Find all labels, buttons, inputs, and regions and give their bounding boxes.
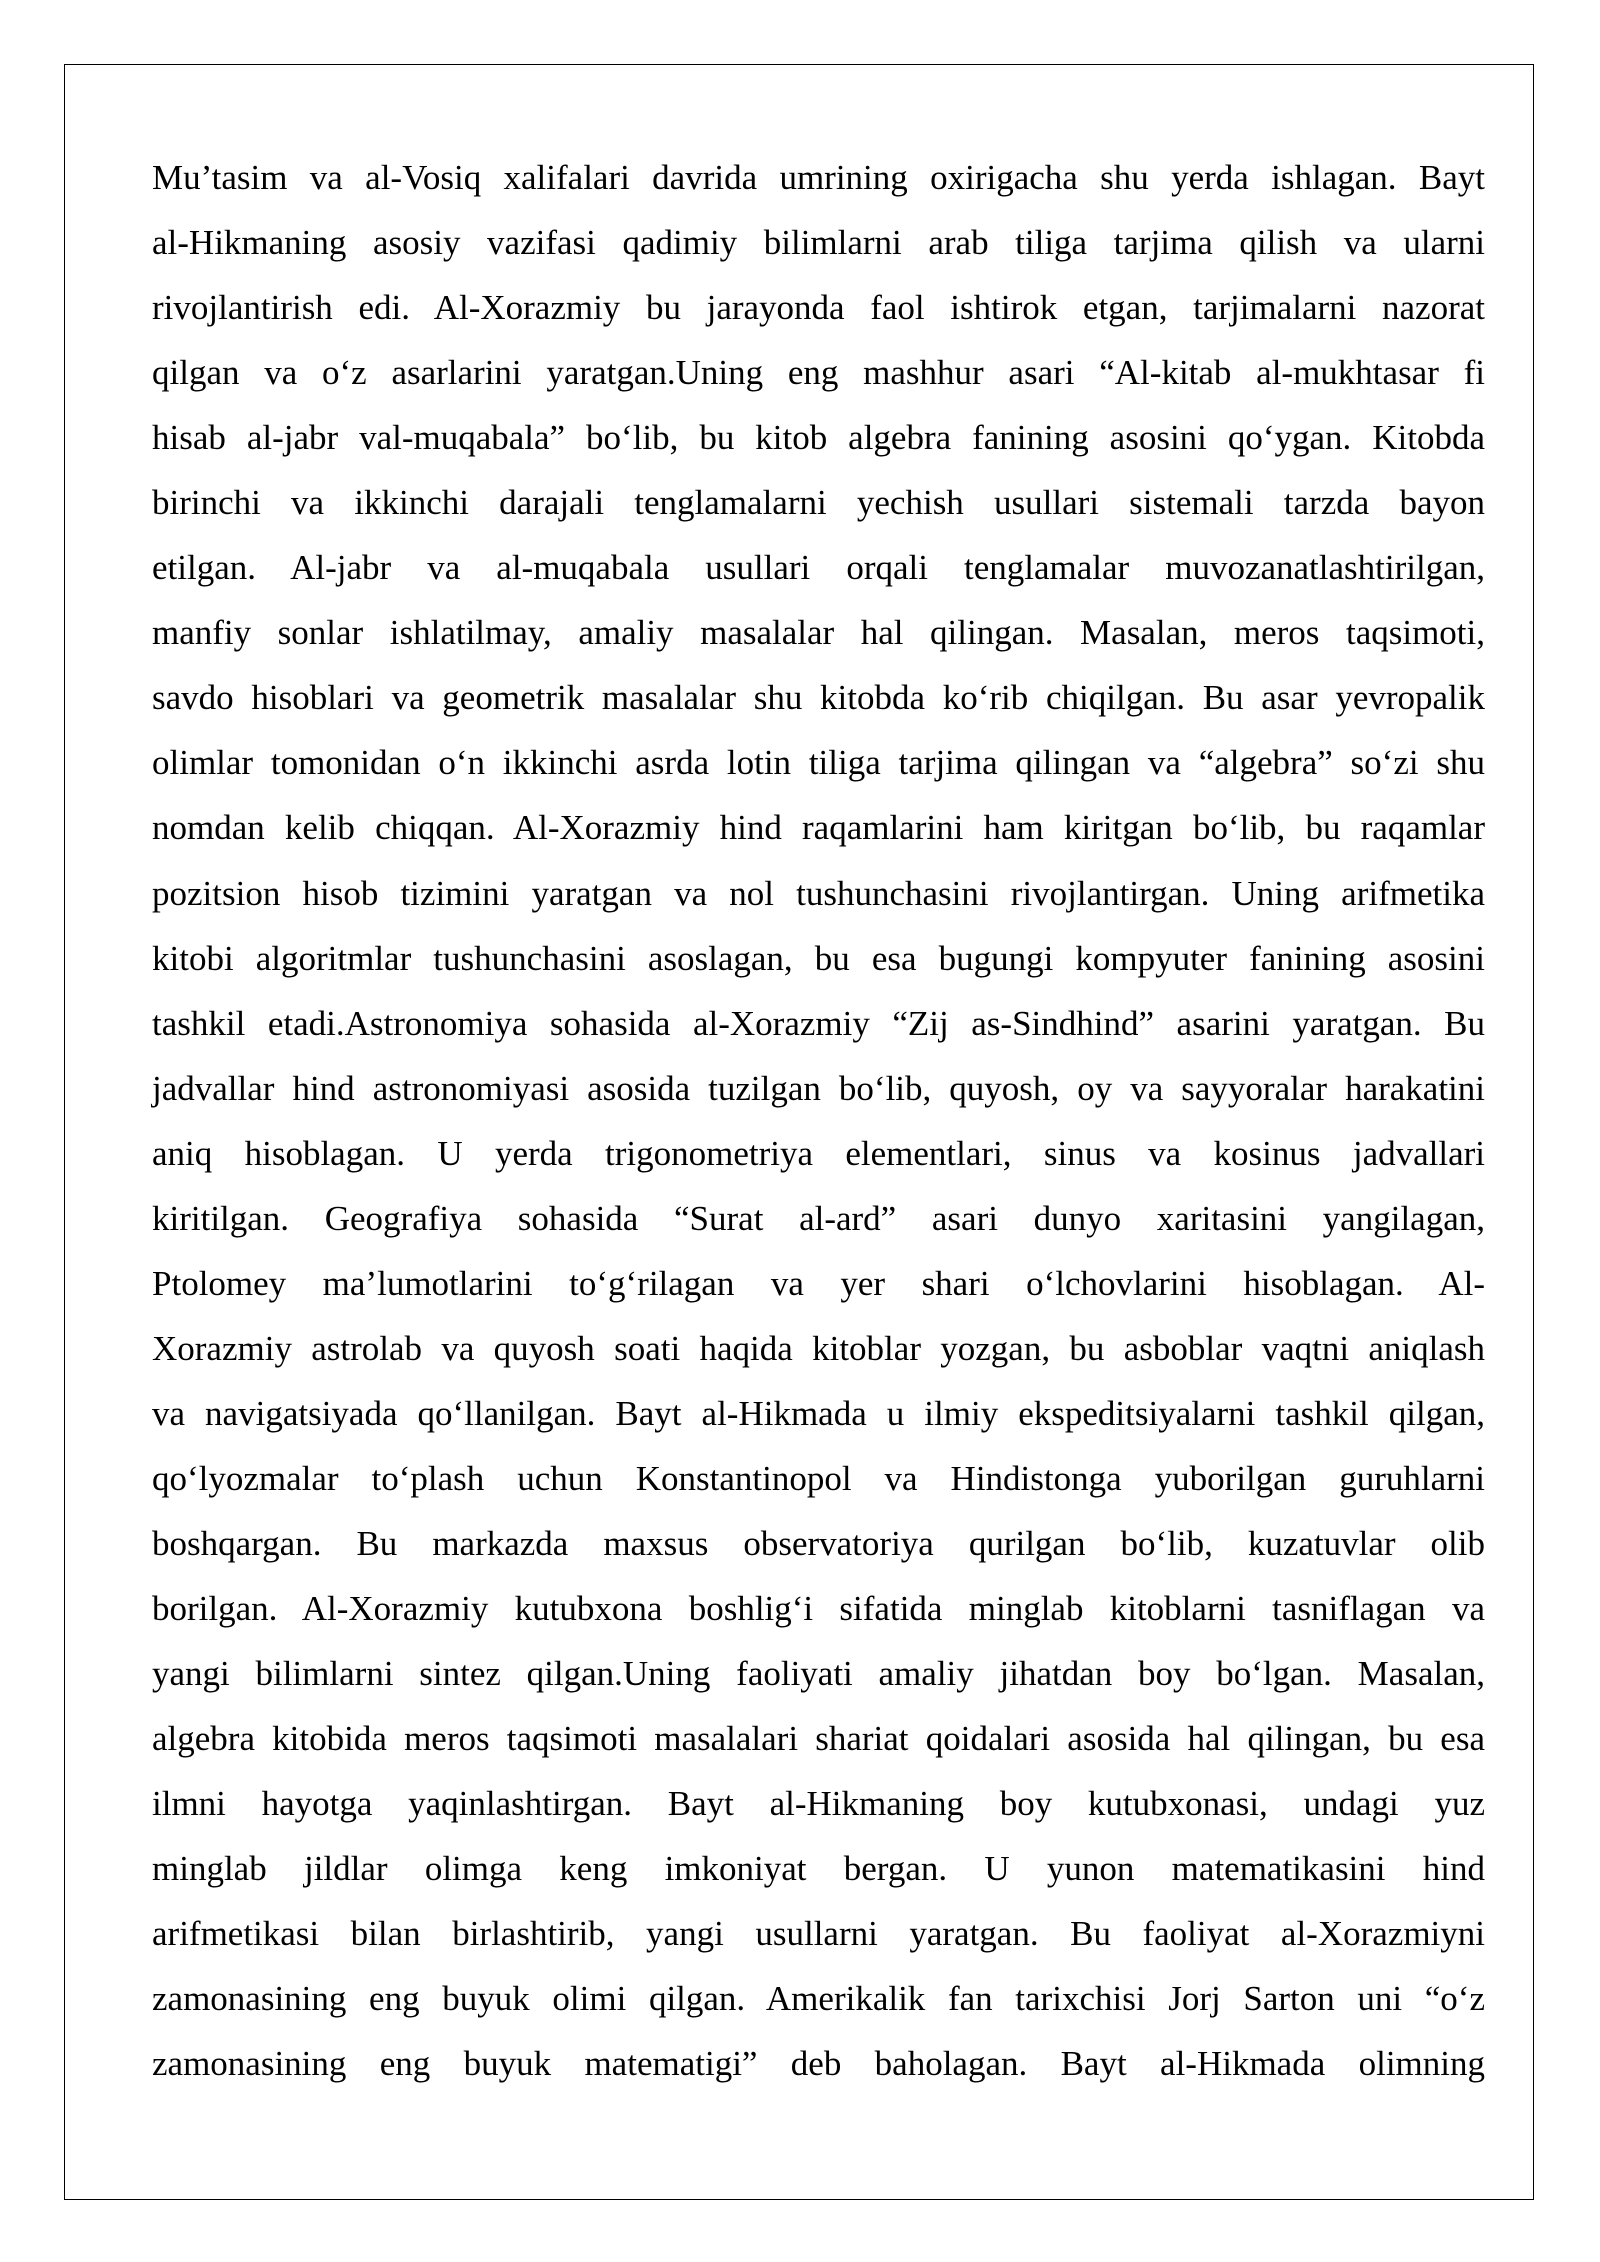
text-line: rivojlantirish edi. Al-Xorazmiy bu jarayonda faol ishtirok etgan, tarjimalarni nazorat <box>152 288 1485 328</box>
text-line: savdo hisoblari va geometrik masalalar shu kitobda ko‘rib chiqilgan. Bu asar yevropalik <box>152 678 1485 718</box>
text-line: va navigatsiyada qo‘llanilgan. Bayt al-Hikmada u ilmiy ekspeditsiyalarni tashkil qilgan, <box>152 1393 1485 1433</box>
text-line: arifmetikasi bilan birlashtirib, yangi usullarni yaratgan. Bu faoliyat al-Xorazmiyni <box>152 1914 1485 1954</box>
text-line: zamonasining eng buyuk matematigi” deb baholagan. Bayt al-Hikmada olimning <box>152 2044 1485 2084</box>
text-line: minglab jildlar olimga keng imkoniyat bergan. U yunon matematikasini hind <box>152 1849 1485 1889</box>
text-line: aniq hisoblagan. U yerda trigonometriya elementlari, sinus va kosinus jadvallari <box>152 1133 1485 1173</box>
text-line: Xorazmiy astrolab va quyosh soati haqida kitoblar yozgan, bu asboblar vaqtni aniqlash <box>152 1328 1485 1368</box>
text-line: kitobi algoritmlar tushunchasini asoslagan, bu esa bugungi kompyuter fanining asosini <box>152 938 1485 978</box>
text-line: hisab al-jabr val-muqabala” bo‘lib, bu kitob algebra fanining asosini qo‘ygan. Kitobda <box>152 418 1485 458</box>
text-line: birinchi va ikkinchi darajali tenglamalarni yechish usullari sistemali tarzda bayon <box>152 483 1485 523</box>
text-line: zamonasining eng buyuk olimi qilgan. Amerikalik fan tarixchisi Jorj Sarton uni “o‘z <box>152 1979 1485 2019</box>
text-line: pozitsion hisob tizimini yaratgan va nol tushunchasini rivojlantirgan. Uning arifmetika <box>152 873 1485 913</box>
text-line: manfiy sonlar ishlatilmay, amaliy masalalar hal qilingan. Masalan, meros taqsimoti, <box>152 613 1485 653</box>
text-line: etilgan. Al-jabr va al-muqabala usullari orqali tenglamalar muvozanatlashtirilgan, <box>152 548 1485 588</box>
text-line: borilgan. Al-Xorazmiy kutubxona boshlig‘i sifatida minglab kitoblarni tasniflagan va <box>152 1589 1485 1629</box>
text-line: al-Hikmaning asosiy vazifasi qadimiy bilimlarni arab tiliga tarjima qilish va ularni <box>152 223 1485 263</box>
text-line: nomdan kelib chiqqan. Al-Xorazmiy hind raqamlarini ham kiritgan bo‘lib, bu raqamlar <box>152 808 1485 848</box>
text-line: tashkil etadi.Astronomiya sohasida al-Xorazmiy “Zij as-Sindhind” asarini yaratgan. Bu <box>152 1003 1485 1043</box>
text-line: ilmni hayotga yaqinlashtirgan. Bayt al-Hikmaning boy kutubxonasi, undagi yuz <box>152 1784 1485 1824</box>
text-line: Ptolomey ma’lumotlarini to‘g‘rilagan va yer shari o‘lchovlarini hisoblagan. Al- <box>152 1263 1485 1303</box>
text-line: algebra kitobida meros taqsimoti masalalari shariat qoidalari asosida hal qilingan, bu esa <box>152 1719 1485 1759</box>
text-line: Mu’tasim va al-Vosiq xalifalari davrida umrining oxirigacha shu yerda ishlagan. Bayt <box>152 158 1485 197</box>
text-line: olimlar tomonidan o‘n ikkinchi asrda lotin tiliga tarjima qilingan va “algebra” so‘zi shu <box>152 743 1485 783</box>
text-line: jadvallar hind astronomiyasi asosida tuzilgan bo‘lib, quyosh, oy va sayyoralar harakatini <box>152 1068 1485 1108</box>
text-line: qilgan va o‘z asarlarini yaratgan.Uning eng mashhur asari “Al-kitab al-mukhtasar fi <box>152 353 1485 393</box>
text-line: yangi bilimlarni sintez qilgan.Uning faoliyati amaliy jihatdan boy bo‘lgan. Masalan, <box>152 1654 1485 1694</box>
text-line: qo‘lyozmalar to‘plash uchun Konstantinopol va Hindistonga yuborilgan guruhlarni <box>152 1458 1485 1498</box>
text-line: kiritilgan. Geografiya sohasida “Surat al-ard” asari dunyo xaritasini yangilagan, <box>152 1198 1485 1238</box>
text-line: boshqargan. Bu markazda maxsus observatoriya qurilgan bo‘lib, kuzatuvlar olib <box>152 1523 1485 1563</box>
body-paragraph <box>152 145 1485 2096</box>
